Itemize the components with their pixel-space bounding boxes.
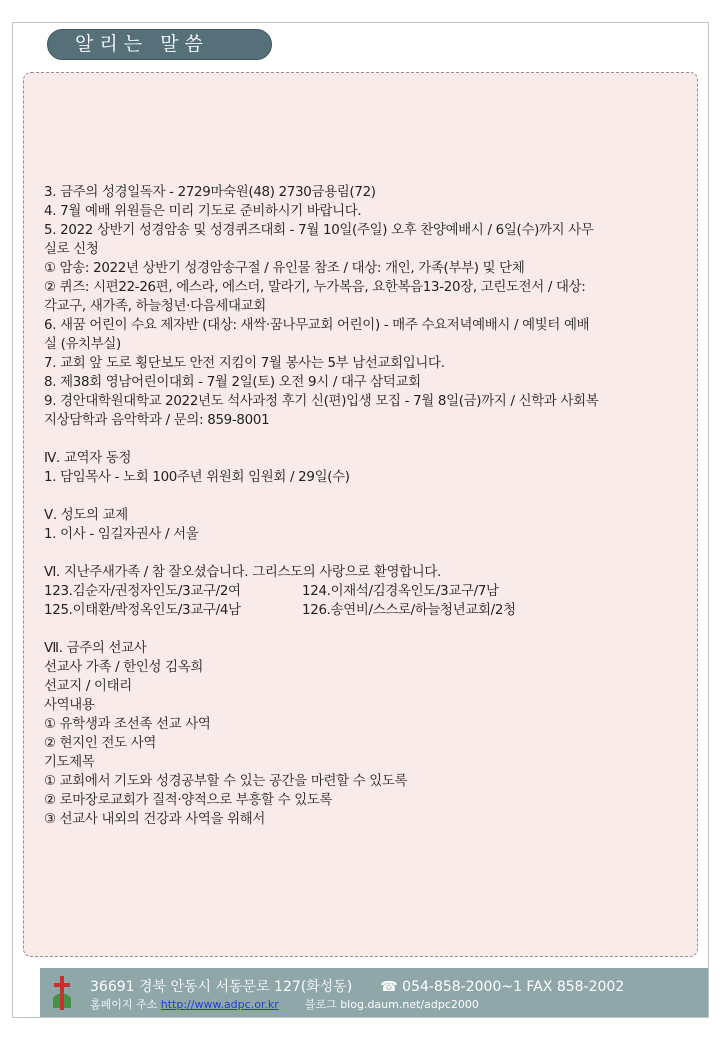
prayer-heading: 기도제목 <box>44 755 95 770</box>
bulletin-body <box>44 183 684 829</box>
work-heading: 사역내용 <box>44 698 95 713</box>
missionary-heading: Ⅶ. 금주의 선교사 <box>44 641 147 656</box>
announcement-line: 실 (유치부실) <box>44 337 121 352</box>
announcement-line: 3. 금주의 성경일독자 - 2729마숙원(48) 2730금용림(72) <box>44 185 376 200</box>
newcomer-entry: 125.이태환/박정옥인도/3교구/4남 <box>44 603 241 618</box>
ministry-item: 1. 담임목사 - 노회 100주년 위원회 임원회 / 29일(수) <box>44 470 350 485</box>
prayer-item: ③ 선교사 내외의 건강과 사역을 위해서 <box>44 812 266 827</box>
announcement-line: 실로 신청 <box>44 242 99 257</box>
footer-phone: ☎ 054-858-2000~1 FAX 858-2002 <box>380 979 625 995</box>
work-item: ② 현지인 전도 사역 <box>44 736 157 751</box>
page-title: 알리는 말씀 <box>47 29 272 60</box>
church-logo-icon <box>51 974 73 1012</box>
missionary-location: 선교지 / 이태리 <box>44 679 132 694</box>
blog-address: 블로그 blog.daum.net/adpc2000 <box>304 998 479 1011</box>
announcement-line: 지상담학과 음악학과 / 문의: 859-8001 <box>44 413 270 428</box>
missionary-family: 선교사 가족 / 한인성 김옥희 <box>44 660 204 675</box>
homepage-label: 홈페이지 주소 <box>90 998 158 1011</box>
announcement-line: 4. 7월 예배 위원들은 미리 기도로 준비하시기 바랍니다. <box>44 204 362 219</box>
prayer-item: ② 로마장로교회가 질적·양적으로 부흥할 수 있도록 <box>44 793 333 808</box>
spacer <box>44 620 684 639</box>
newcomers-heading: Ⅵ. 지난주새가족 / 참 잘오셨습니다. 그리스도의 사랑으로 환영합니다. <box>44 565 441 580</box>
footer-links <box>90 996 479 1012</box>
announcement-line: 각교구, 새가족, 하늘청년·다음세대교회 <box>44 299 266 314</box>
announcement-line: ① 암송: 2022년 상반기 성경암송구절 / 유인물 참조 / 대상: 개인, 가족(부부) 및 단체 <box>44 261 525 276</box>
footer-address: 36691 경북 안동시 서동문로 127(화성동) <box>90 979 353 995</box>
newcomer-row <box>44 601 684 620</box>
work-item: ① 유학생과 조선족 선교 사역 <box>44 717 211 732</box>
announcement-line: 7. 교회 앞 도로 횡단보도 안전 지킴이 7월 봉사는 5부 남선교회입니다. <box>44 356 445 371</box>
spacer <box>44 487 684 506</box>
spacer <box>44 544 684 563</box>
fellowship-item: 1. 이사 - 임길자권사 / 서울 <box>44 527 199 542</box>
ministry-heading: Ⅳ. 교역자 동정 <box>44 451 132 466</box>
announcement-line: 6. 새꿈 어린이 수요 제자반 (대상: 새싹·꿈나무교회 어린이) - 매주 수요저녁예배시 / 예빛터 예배 <box>44 318 590 333</box>
announcement-line: 5. 2022 상반기 성경암송 및 성경퀴즈대회 - 7월 10일(주일) 오후 찬양예배시 / 6일(수)까지 사무 <box>44 223 594 238</box>
newcomer-row <box>44 582 684 601</box>
announcement-line: ② 퀴즈: 시편22-26편, 에스라, 에스더, 말라기, 누가복음, 요한복음13-20장, 고린도전서 / 대상: <box>44 280 586 295</box>
newcomer-entry: 124.이재석/김경옥인도/3교구/7남 <box>302 584 499 599</box>
newcomer-entry: 126.송연비/스스로/하늘청년교회/2청 <box>302 603 516 618</box>
announcement-line: 9. 경안대학원대학교 2022년도 석사과정 후기 신(편)입생 모집 - 7월 8일(금)까지 / 신학과 사회복 <box>44 394 599 409</box>
homepage-link[interactable]: http://www.adpc.or.kr <box>160 998 279 1011</box>
newcomer-entry: 123.김순자/권정자인도/3교구/2여 <box>44 584 241 599</box>
fellowship-heading: Ⅴ. 성도의 교제 <box>44 508 128 523</box>
spacer <box>44 430 684 449</box>
prayer-item: ① 교회에서 기도와 성경공부할 수 있는 공간을 마련할 수 있도록 <box>44 774 408 789</box>
footer-contact <box>90 976 624 996</box>
announcement-line: 8. 제38회 영남어린이대회 - 7월 2일(토) 오전 9시 / 대구 삼덕교회 <box>44 375 421 390</box>
